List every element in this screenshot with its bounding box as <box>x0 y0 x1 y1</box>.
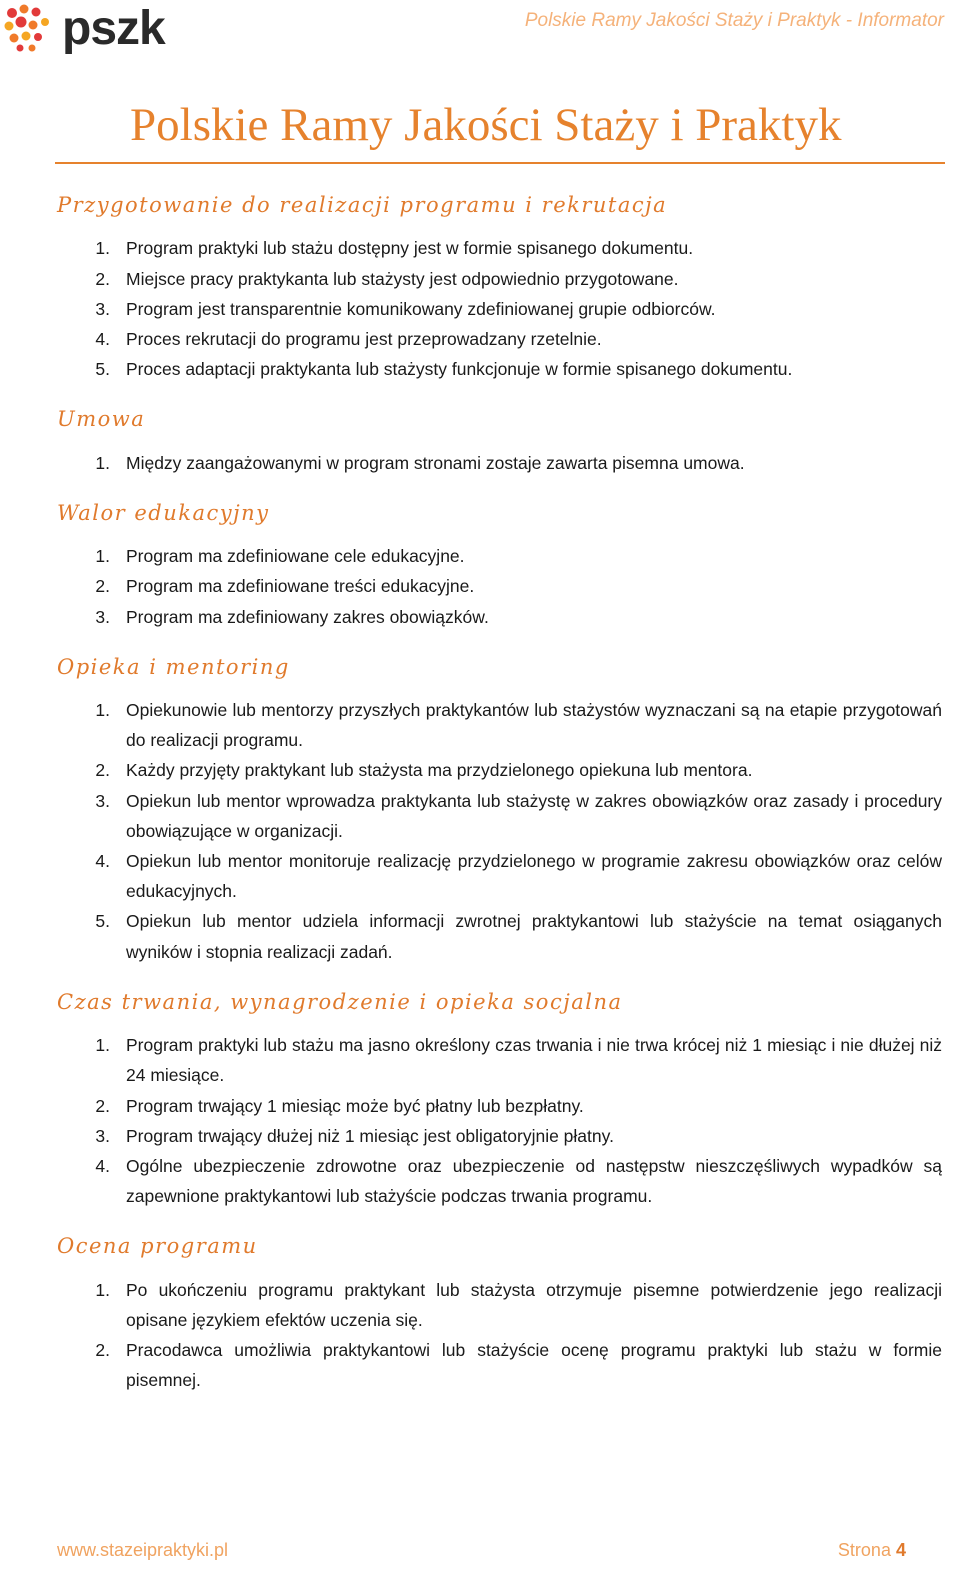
item-number: 5. <box>95 911 110 932</box>
numbered-list <box>57 541 942 632</box>
item-text: Program trwający dłużej niż 1 miesiąc jest obligatoryjnie płatny. <box>126 1125 614 1146</box>
numbered-list <box>57 1275 942 1396</box>
list-item <box>57 1275 942 1335</box>
item-text: Program ma zdefiniowane cele edukacyjne. <box>126 546 465 567</box>
item-text: Program praktyki lub stażu ma jasno określony czas trwania i nie trwa krócej niż 1 miesiąc i nie dłużej niż 24 miesiące. <box>126 1035 942 1086</box>
item-text: Program praktyki lub stażu dostępny jest w formie spisanego dokumentu. <box>126 238 694 259</box>
list-item <box>57 1091 942 1121</box>
section-heading: Czas trwania, wynagrodzenie i opieka socjalna <box>57 989 623 1014</box>
item-number: 1. <box>95 238 110 259</box>
item-number: 1. <box>95 546 110 567</box>
list-item <box>57 695 942 755</box>
item-number: 2. <box>95 1095 110 1116</box>
item-text: Opiekun lub mentor monitoruje realizację przydzielonego w programie zakresu obowiązków oraz celów edukacyjnych. <box>126 851 942 902</box>
page-title: Polskie Ramy Jakości Staży i Praktyk <box>130 99 842 151</box>
logo-dots-icon <box>4 3 56 55</box>
item-number: 4. <box>95 328 110 349</box>
item-number: 4. <box>95 851 110 872</box>
list-item <box>57 1030 942 1090</box>
list-item <box>57 906 942 966</box>
item-text: Miejsce pracy praktykanta lub stażysty jest odpowiednio przygotowane. <box>126 268 679 289</box>
list-item <box>57 541 942 571</box>
list-item <box>57 602 942 632</box>
logo-text: pszk <box>62 2 165 55</box>
section-heading: Przygotowanie do realizacji programu i rekrutacja <box>57 193 668 217</box>
item-text: Program jest transparentnie komunikowany zdefiniowanej grupie odbiorców. <box>126 298 716 319</box>
item-text: Każdy przyjęty praktykant lub stażysta ma przydzielonego opiekuna lub mentora. <box>126 760 753 781</box>
page-number <box>838 1540 906 1561</box>
list-item <box>57 755 942 785</box>
numbered-list <box>57 233 942 384</box>
list-item <box>57 324 942 354</box>
section-heading: Umowa <box>57 407 146 432</box>
item-number: 3. <box>95 790 110 811</box>
item-number: 5. <box>95 359 110 380</box>
section-heading: Walor edukacyjny <box>57 500 270 525</box>
numbered-list <box>57 695 942 967</box>
list-item <box>57 448 942 478</box>
item-number: 2. <box>95 576 110 597</box>
list-item <box>57 1121 942 1151</box>
item-text: Program trwający 1 miesiąc może być płatny lub bezpłatny. <box>126 1095 584 1116</box>
section-heading: Ocena programu <box>57 1234 258 1259</box>
header-title: Polskie Ramy Jakości Staży i Praktyk - Informator <box>524 10 944 31</box>
item-text: Opiekun lub mentor udziela informacji zwrotnej praktykantowi lub stażyście na temat osiąganych wyników i stopnia realizacji zadań. <box>126 911 942 962</box>
list-item <box>57 571 942 601</box>
item-number: 3. <box>95 298 110 319</box>
item-text: Opiekunowie lub mentorzy przyszłych praktykantów lub stażystów wyznaczani są na etapie przygotowań do realizacji programu. <box>126 700 942 751</box>
item-text: Program ma zdefiniowane treści edukacyjne. <box>126 576 475 597</box>
list-item <box>57 354 942 384</box>
item-number: 3. <box>95 1125 110 1146</box>
list-item <box>57 264 942 294</box>
item-number: 2. <box>95 268 110 289</box>
item-text: Proces adaptacji praktykanta lub stażysty funkcjonuje w formie spisanego dokumentu. <box>126 359 793 380</box>
item-text: Proces rekrutacji do programu jest przeprowadzany rzetelnie. <box>126 328 602 349</box>
content <box>57 192 942 1417</box>
item-number: 1. <box>95 700 110 721</box>
page-number-value: 4 <box>895 1540 906 1560</box>
footer-website-link[interactable]: www.stazeipraktyki.pl <box>57 1540 229 1560</box>
item-text: Opiekun lub mentor wprowadza praktykanta lub stażystę w zakres obowiązków oraz zasady i procedury obowiązujące w organizacji. <box>126 790 942 841</box>
item-number: 1. <box>95 452 110 473</box>
item-text: Ogólne ubezpieczenie zdrowotne oraz ubezpieczenie od następstw nieszczęśliwych wypadków są zapewnione praktykantowi lub stażyście podczas trwania programu. <box>126 1155 942 1207</box>
pszk-logo <box>4 2 165 56</box>
list-item <box>57 846 942 906</box>
item-number: 4. <box>95 1155 110 1176</box>
numbered-list <box>57 1030 942 1211</box>
item-number: 1. <box>95 1279 110 1300</box>
title-rule <box>55 162 945 164</box>
list-item <box>57 786 942 846</box>
item-number: 1. <box>95 1035 110 1056</box>
list-item <box>57 1151 942 1211</box>
list-item <box>57 1335 942 1395</box>
numbered-list <box>57 448 942 478</box>
item-text: Po ukończeniu programu praktykant lub stażysta otrzymuje pisemne potwierdzenie jego realizacji opisane językiem efektów uczenia się. <box>126 1279 942 1330</box>
page-label: Strona <box>837 1540 891 1560</box>
item-number: 2. <box>95 760 110 781</box>
item-number: 2. <box>95 1340 110 1361</box>
item-text: Program ma zdefiniowany zakres obowiązków. <box>126 606 489 627</box>
list-item <box>57 233 942 263</box>
item-text: Pracodawca umożliwia praktykantowi lub stażyście ocenę programu praktyki lub stażu w formie pisemnej. <box>126 1340 942 1391</box>
item-number: 3. <box>95 606 110 627</box>
list-item <box>57 294 942 324</box>
item-text: Między zaangażowanymi w program stronami zostaje zawarta pisemna umowa. <box>126 452 745 473</box>
section-heading: Opieka i mentoring <box>57 654 290 679</box>
